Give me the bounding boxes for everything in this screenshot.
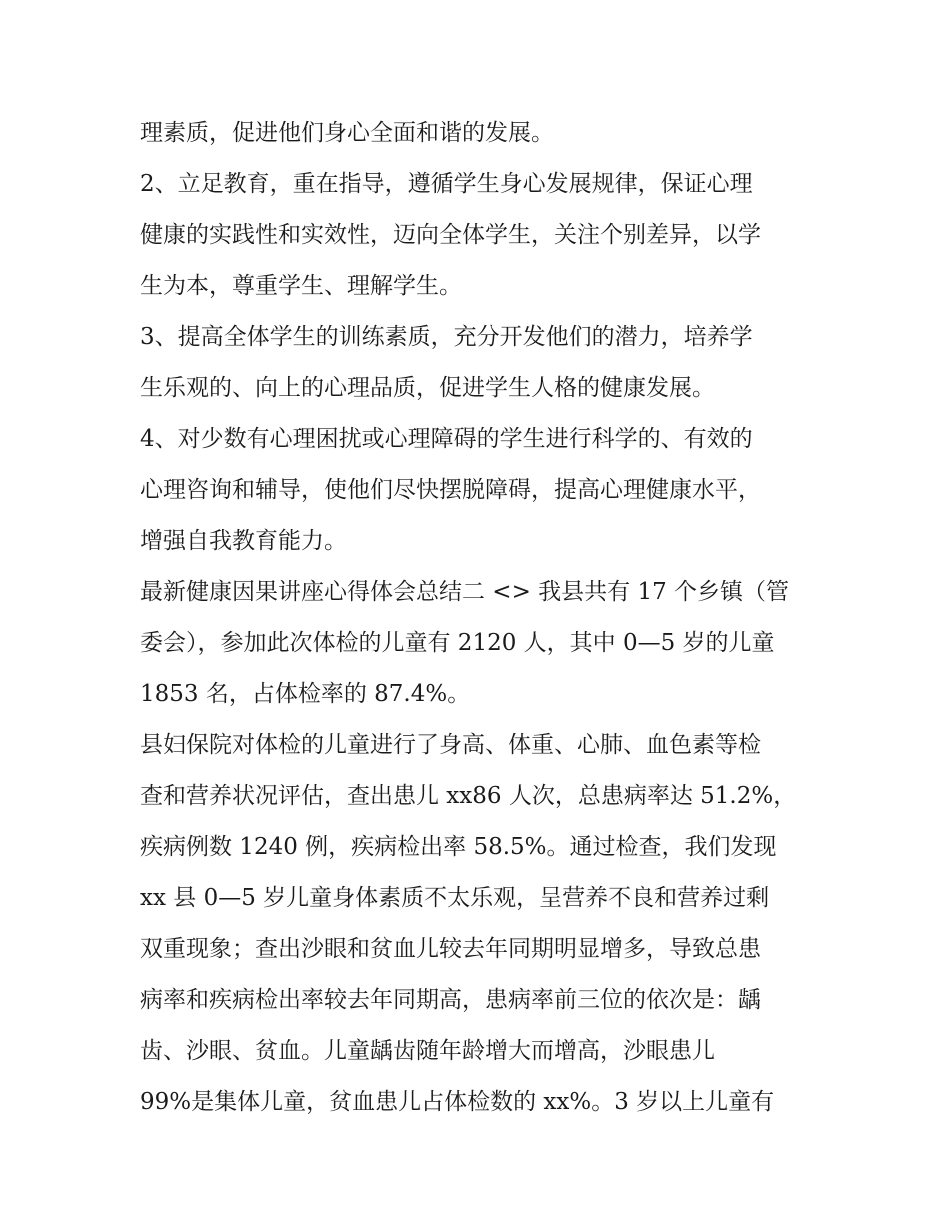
text-line: 查和营养状况评估，查出患儿 xx86 人次，总患病率达 51.2%，	[140, 783, 797, 809]
text-line: 理素质，促进他们身心全面和谐的发展。	[140, 120, 554, 146]
text-line: 生为本，尊重学生、理解学生。	[140, 273, 462, 299]
text-line: 双重现象；查出沙眼和贫血儿较去年同期明显增多，导致总患	[140, 936, 761, 962]
text-line: 县妇保院对体检的儿童进行了身高、体重、心肺、血色素等检	[140, 732, 761, 758]
text-line: 3、提高全体学生的训练素质，充分开发他们的潜力，培养学	[140, 324, 753, 350]
text-line: xx 县 0—5 岁儿童身体素质不太乐观，呈营养不良和营养过剩	[140, 885, 770, 911]
text-line: 4、对少数有心理困扰或心理障碍的学生进行科学的、有效的	[140, 426, 753, 452]
text-line: 增强自我教育能力。	[140, 528, 347, 554]
text-line: 最新健康因果讲座心得体会总结二 <> 我县共有 17 个乡镇（管	[140, 579, 790, 605]
text-line: 健康的实践性和实效性，迈向全体学生，关注个别差异，以学	[140, 222, 761, 248]
text-line: 齿、沙眼、贫血。儿童龋齿随年龄增大而增高，沙眼患儿	[140, 1038, 715, 1064]
text-line: 疾病例数 1240 例，疾病检出率 58.5%。通过检查，我们发现	[140, 834, 777, 860]
body-text	[140, 108, 820, 1128]
text-line: 委会），参加此次体检的儿童有 2120 人，其中 0—5 岁的儿童	[140, 630, 775, 656]
text-line: 99%是集体儿童，贫血患儿占体检数的 xx%。3 岁以上儿童有	[140, 1089, 775, 1115]
text-line: 2、立足教育，重在指导，遵循学生身心发展规律，保证心理	[140, 171, 753, 197]
text-line: 病率和疾病检出率较去年同期高，患病率前三位的依次是：龋	[140, 987, 761, 1013]
text-line: 1853 名，占体检率的 87.4%。	[140, 681, 471, 707]
text-line: 生乐观的、向上的心理品质，促进学生人格的健康发展。	[140, 375, 715, 401]
text-line: 心理咨询和辅导，使他们尽快摆脱障碍，提高心理健康水平，	[140, 477, 761, 503]
